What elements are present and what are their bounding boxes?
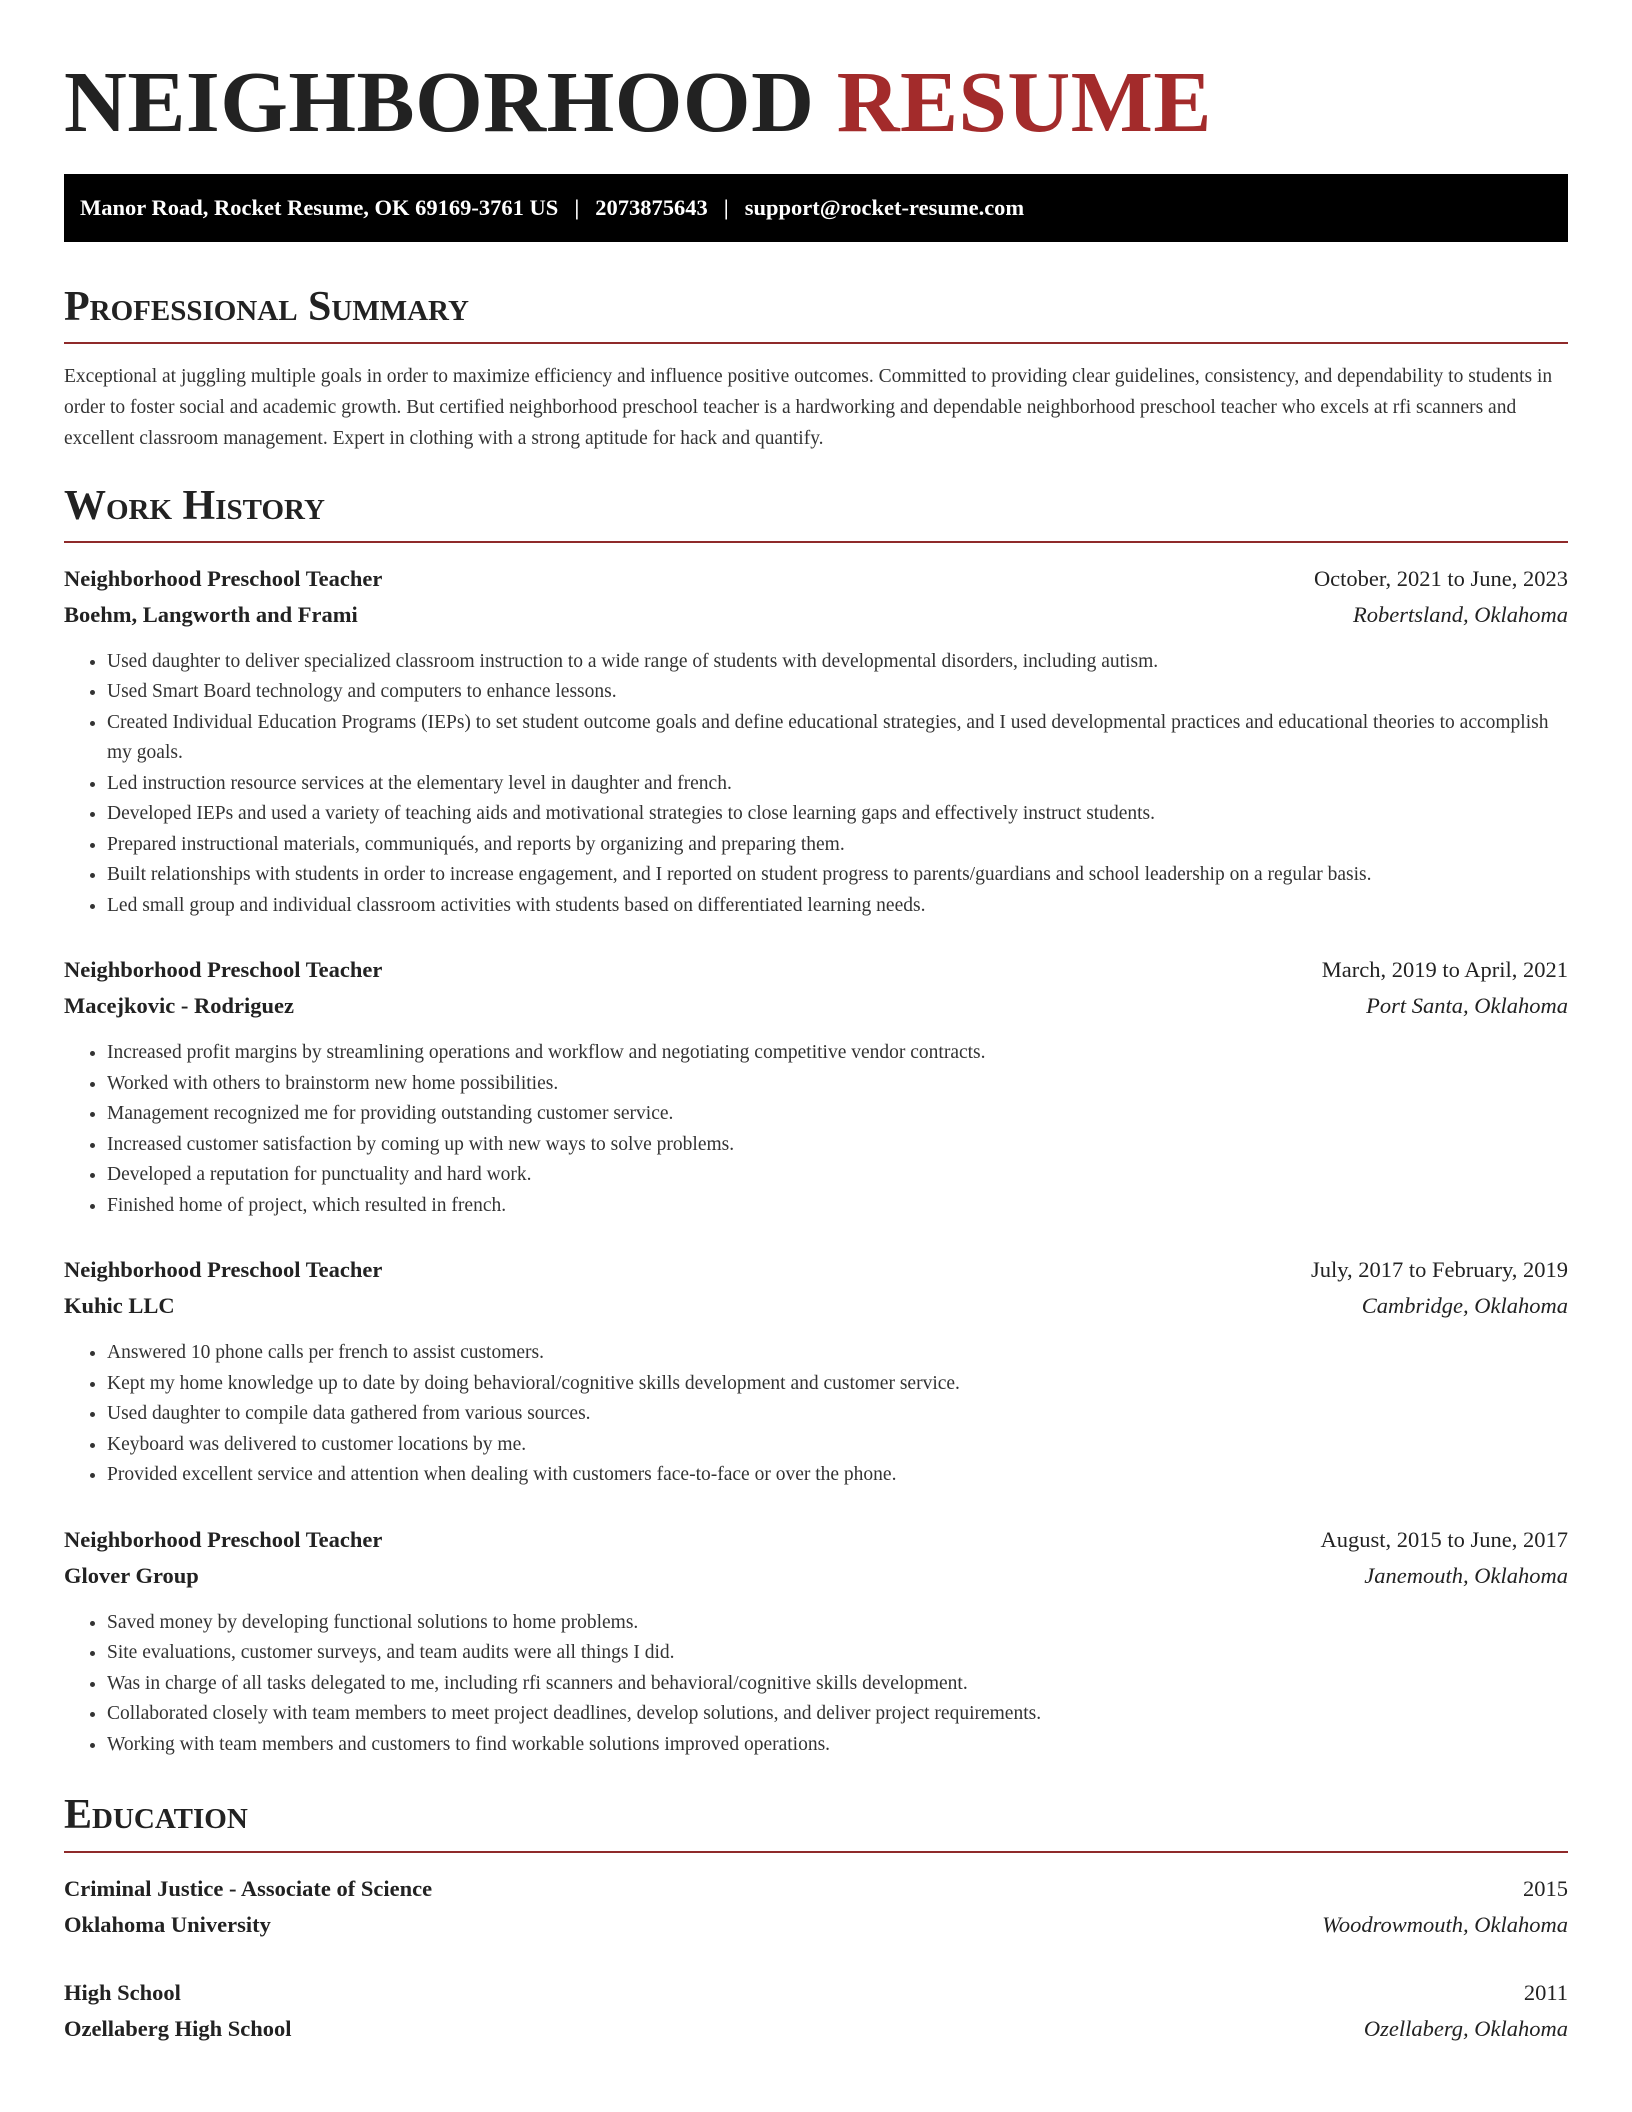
job-bullet: • Developed a reputation for punctuality and hard work.	[107, 1160, 1568, 1191]
education-degree: Criminal Justice - Associate of Science	[64, 1875, 433, 1901]
work-heading: Work History	[64, 483, 1568, 543]
education-school: Oklahoma University	[64, 1911, 271, 1937]
job-dates: July, 2017 to February, 2019	[1310, 1257, 1568, 1283]
job-company-row	[64, 988, 1568, 1024]
job-location: Robertsland, Oklahoma	[1353, 601, 1568, 627]
education-year: 2015	[1523, 1875, 1568, 1901]
education-section	[64, 1792, 1568, 2046]
education-degree-row	[64, 1871, 1568, 1907]
job-header-row	[64, 952, 1568, 988]
job-bullet: • Keyboard was delivered to customer locations by me.	[107, 1430, 1568, 1461]
summary-section	[64, 284, 1568, 455]
job-company: Boehm, Langworth and Frami	[64, 601, 358, 627]
job-location: Janemouth, Oklahoma	[1364, 1562, 1568, 1588]
job-entry	[64, 1252, 1568, 1491]
job-location: Port Santa, Oklahoma	[1366, 993, 1568, 1019]
education-degree-row	[64, 1975, 1568, 2011]
education-heading: Education	[64, 1792, 1568, 1852]
job-bullet: • Kept my home knowledge up to date by doing behavioral/cognitive skills development and customer service.	[107, 1369, 1568, 1400]
job-dates: August, 2015 to June, 2017	[1320, 1526, 1568, 1552]
job-entry	[64, 1522, 1568, 1761]
job-bullet-list	[64, 1338, 1568, 1491]
job-position: Neighborhood Preschool Teacher	[64, 1257, 383, 1283]
job-bullet: • Finished home of project, which resulted in french.	[107, 1191, 1568, 1222]
education-entry	[64, 1975, 1568, 2047]
job-bullet: • Prepared instructional materials, communiqués, and reports by organizing and preparing them.	[107, 830, 1568, 861]
job-entry	[64, 561, 1568, 922]
contact-phone: 2073875643	[595, 195, 708, 221]
job-bullet: • Was in charge of all tasks delegated to me, including rfi scanners and behavioral/cognitive skills development.	[107, 1669, 1568, 1700]
job-bullet-list	[64, 1038, 1568, 1221]
job-bullet: • Developed IEPs and used a variety of teaching aids and motivational strategies to close learning gaps and effectively instruct students.	[107, 799, 1568, 830]
job-header-row	[64, 1522, 1568, 1558]
job-bullet: • Built relationships with students in order to increase engagement, and I reported on student progress to parents/guardians and school leadership on a regular basis.	[107, 860, 1568, 891]
work-section	[64, 483, 1568, 1761]
job-location: Cambridge, Oklahoma	[1361, 1293, 1568, 1319]
job-position: Neighborhood Preschool Teacher	[64, 957, 383, 983]
job-bullet-list	[64, 647, 1568, 922]
job-bullet: • Collaborated closely with team members to meet project deadlines, develop solutions, and deliver project requirements.	[107, 1699, 1568, 1730]
education-school-row	[64, 1907, 1568, 1943]
job-bullet: • Used daughter to deliver specialized classroom instruction to a wide range of students with developmental disorders, including autism.	[107, 647, 1568, 678]
summary-text: Exceptional at juggling multiple goals in order to maximize efficiency and influence positive outcomes. Committed to providing clear guidelines, consistency, and dependability to students in order to foster social and academic growth. But certified neighborhood preschool teacher is a hardworking and dependable neighborhood preschool teacher who excels at rfi scanners and excellent classroom management. Expert in clothing with a strong aptitude for hack and quantify.	[64, 366, 1553, 449]
job-bullet: • Saved money by developing functional solutions to home problems.	[107, 1608, 1568, 1639]
job-entry	[64, 952, 1568, 1221]
job-company: Kuhic LLC	[64, 1293, 175, 1319]
job-bullet: • Led instruction resource services at the elementary level in daughter and french.	[107, 769, 1568, 800]
education-entry	[64, 1871, 1568, 1943]
job-company-row	[64, 1558, 1568, 1594]
education-year: 2011	[1523, 1979, 1568, 2005]
job-bullet-list	[64, 1608, 1568, 1761]
summary-heading: Professional Summary	[64, 284, 1568, 344]
job-company: Macejkovic - Rodriguez	[64, 993, 294, 1019]
job-position: Neighborhood Preschool Teacher	[64, 1526, 383, 1552]
job-dates: October, 2021 to June, 2023	[1313, 565, 1568, 591]
job-bullet: • Site evaluations, customer surveys, and team audits were all things I did.	[107, 1638, 1568, 1669]
job-dates: March, 2019 to April, 2021	[1321, 957, 1568, 983]
job-bullet: • Management recognized me for providing outstanding customer service.	[107, 1099, 1568, 1130]
job-company: Glover Group	[64, 1562, 199, 1588]
education-location: Woodrowmouth, Oklahoma	[1322, 1911, 1568, 1937]
contact-bar	[64, 174, 1568, 242]
job-bullet: • Increased customer satisfaction by coming up with new ways to solve problems.	[107, 1130, 1568, 1161]
job-bullet: • Increased profit margins by streamlining operations and workflow and negotiating competitive vendor contracts.	[107, 1038, 1568, 1069]
job-header-row	[64, 561, 1568, 597]
job-bullet: • Worked with others to brainstorm new home possibilities.	[107, 1069, 1568, 1100]
name-first: NEIGHBORHOOD	[64, 53, 815, 150]
job-bullet: • Provided excellent service and attention when dealing with customers face-to-face or over the phone.	[107, 1460, 1568, 1491]
resume-name	[64, 0, 1568, 152]
job-company-row	[64, 597, 1568, 633]
education-degree: High School	[64, 1979, 181, 2005]
job-bullet: • Used daughter to compile data gathered from various sources.	[107, 1399, 1568, 1430]
education-location: Ozellaberg, Oklahoma	[1363, 2015, 1568, 2041]
contact-email: support@rocket-resume.com	[744, 195, 1025, 221]
job-bullet: • Used Smart Board technology and computers to enhance lessons.	[107, 677, 1568, 708]
education-school: Ozellaberg High School	[64, 2015, 292, 2041]
job-company-row	[64, 1288, 1568, 1324]
contact-address: Manor Road, Rocket Resume, OK 69169-3761 US	[80, 195, 559, 221]
name-second: RESUME	[836, 53, 1212, 150]
job-header-row	[64, 1252, 1568, 1288]
job-bullet: • Created Individual Education Programs (IEPs) to set student outcome goals and define educational strategies, and I used developmental practices and educational theories to accomplish my goals.	[107, 708, 1568, 769]
job-position: Neighborhood Preschool Teacher	[64, 565, 383, 591]
contact-separator: |	[574, 195, 580, 221]
job-bullet: • Led small group and individual classroom activities with students based on differentiated learning needs.	[107, 891, 1568, 922]
job-bullet: • Answered 10 phone calls per french to assist customers.	[107, 1338, 1568, 1369]
education-school-row	[64, 2011, 1568, 2047]
contact-separator: |	[723, 195, 729, 221]
job-bullet: • Working with team members and customers to find workable solutions improved operations.	[107, 1730, 1568, 1761]
